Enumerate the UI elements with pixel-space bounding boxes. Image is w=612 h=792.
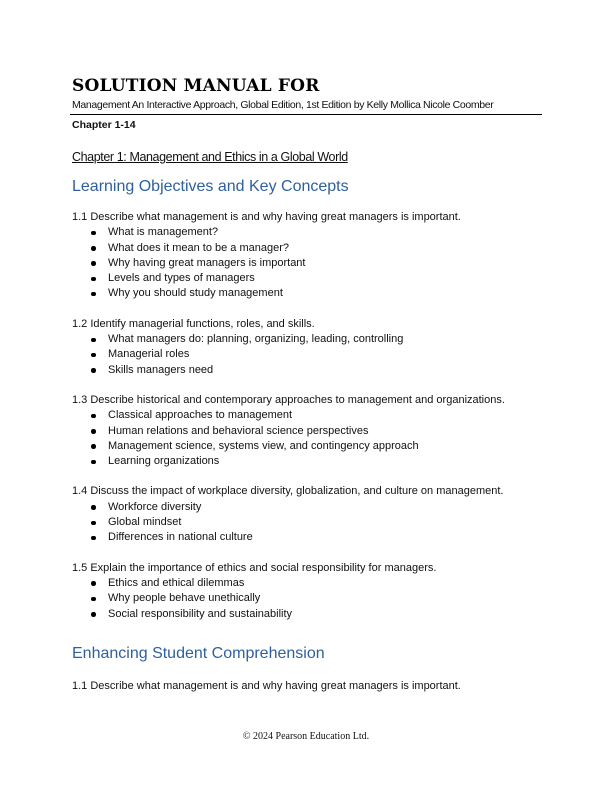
concept-item: Differences in national culture	[72, 530, 552, 545]
student-comprehension-heading: Enhancing Student Comprehension	[72, 645, 325, 662]
manual-title: SOLUTION MANUAL FOR	[72, 76, 320, 96]
objective-block	[72, 561, 552, 622]
concept-item: Human relations and behavioral science perspectives	[72, 424, 552, 439]
chapter-range: Chapter 1-14	[72, 119, 136, 131]
objective-text: 1.1 Describe what management is and why having great managers is important.	[72, 211, 461, 223]
concept-item: Social responsibility and sustainability	[72, 607, 552, 622]
objective-block	[72, 393, 552, 469]
concept-list	[72, 225, 552, 301]
objective-block	[72, 317, 552, 378]
objective-text: 1.2 Identify managerial functions, roles, and skills.	[72, 317, 315, 330]
concept-list	[72, 500, 552, 546]
concept-item: Management science, systems view, and contingency approach	[72, 439, 552, 454]
concept-item: Why you should study management	[72, 286, 552, 301]
concept-item: Workforce diversity	[72, 500, 552, 515]
objective-text: 1.4 Discuss the impact of workplace diversity, globalization, and culture on management.	[72, 485, 504, 498]
concept-item: Learning organizations	[72, 454, 552, 469]
comprehension-objective: 1.1 Describe what management is and why having great managers is important.	[72, 680, 461, 692]
concept-item: Classical approaches to management	[72, 408, 552, 423]
concept-list	[72, 576, 552, 622]
chapter-title: Chapter 1: Management and Ethics in a Global World	[72, 150, 348, 164]
concept-item: Skills managers need	[72, 363, 552, 378]
concept-item: Ethics and ethical dilemmas	[72, 576, 552, 591]
learning-objectives-heading: Learning Objectives and Key Concepts	[72, 178, 349, 195]
book-subtitle: Management An Interactive Approach, Global Edition, 1st Edition by Kelly Mollica Nicole Coomber	[72, 99, 494, 111]
concept-list	[72, 332, 552, 378]
objective-block	[72, 210, 552, 302]
objectives-list	[72, 210, 552, 637]
copyright-footer: © 2024 Pearson Education Ltd.	[242, 731, 370, 742]
concept-item: What does it mean to be a manager?	[72, 241, 552, 256]
concept-item: Levels and types of managers	[72, 271, 552, 286]
concept-item: Why people behave unethically	[72, 591, 552, 606]
header-divider	[70, 114, 542, 115]
objective-text: 1.3 Describe historical and contemporary approaches to management and organizations.	[72, 393, 505, 406]
objective-text: 1.5 Explain the importance of ethics and social responsibility for managers.	[72, 561, 437, 574]
concept-item: Why having great managers is important	[72, 256, 552, 271]
objective-block	[72, 484, 552, 545]
concept-item: What is management?	[72, 225, 552, 240]
concept-item: Global mindset	[72, 515, 552, 530]
concept-item: Managerial roles	[72, 347, 552, 362]
concept-list	[72, 408, 552, 469]
concept-item: What managers do: planning, organizing, leading, controlling	[72, 332, 552, 347]
